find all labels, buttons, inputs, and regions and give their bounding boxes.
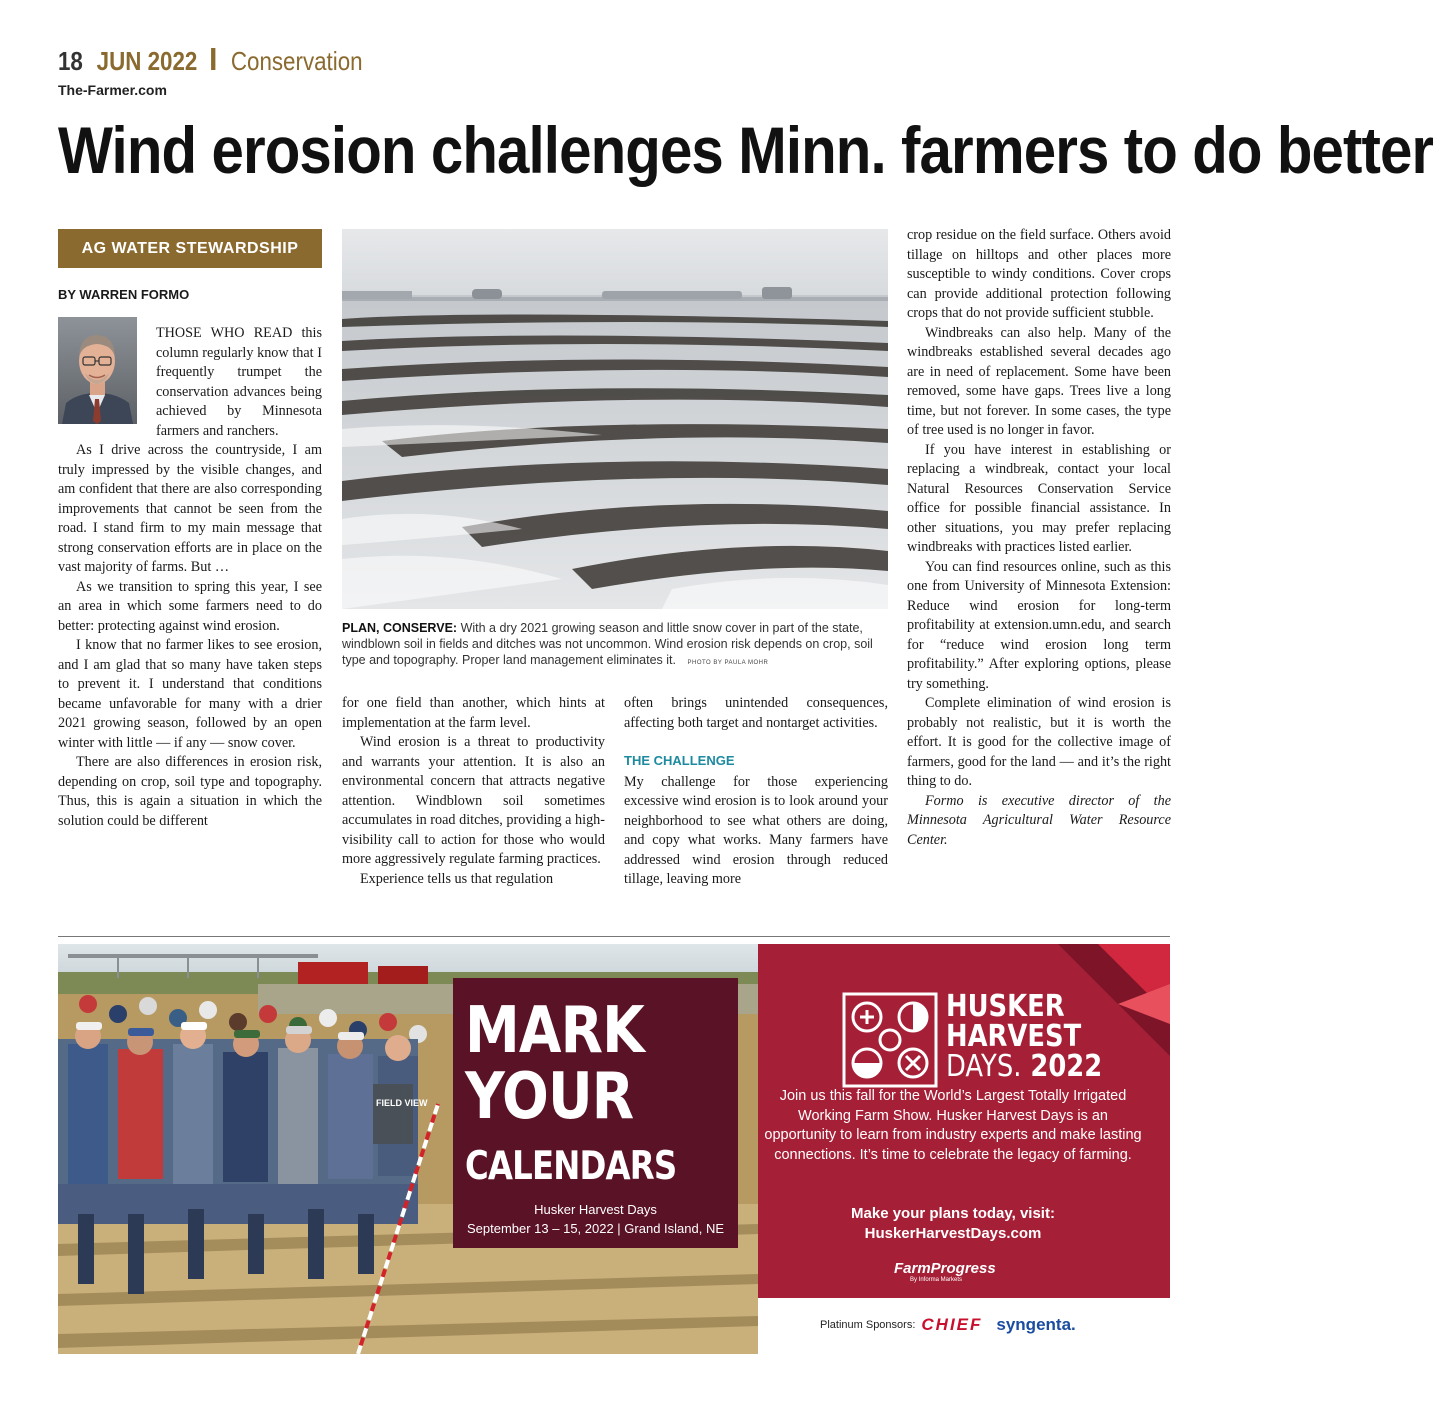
- article-paragraph: If you have interest in establishing or replacing a windbreak, contact your local Natural Resources Conservation Service office for possible financial assistance. In other situations, you may prefer replacing windbreaks with practices listed earlier.: [907, 441, 1171, 555]
- article-paragraph: Experience tells us that regulation: [360, 870, 554, 887]
- article-column-2: [342, 694, 605, 889]
- section-divider: [58, 936, 1170, 937]
- mark-calendar-box: [453, 978, 738, 1248]
- wind-erosion-field-photo: [342, 229, 888, 609]
- article-paragraph: There are also differences in erosion risk, depending on crop, soil type and topography. Thus, this is again a situation in which the solution could be different: [58, 754, 322, 829]
- article-column-1: [58, 324, 322, 831]
- farm-progress-logo: [894, 1260, 996, 1283]
- article-paragraph: You can find resources online, such as this one from University of Minnesota Extension: Reduce wind erosion for long-term profitability at extension.umn.edu, and search for “reduce wind erosion long term profitability.” After exploring options, please try something.: [907, 558, 1171, 692]
- event-info: [453, 1200, 738, 1238]
- article-paragraph: I know that no farmer likes to see erosion, and I am glad that so many have taken steps to prevent it. I understand that conditions became unfavorable for many with a drier 2021 growing season, followed by an open winter with little — if any — snow cover.: [58, 637, 322, 751]
- farm-progress-tagline: By Informa Markets: [910, 1277, 963, 1283]
- caption-text: With a dry 2021 growing season and little snow cover in part of the state, windblown soil in fields and ditches was not uncommon. Wind erosion risk depends on crop, soil type and topography. Proper land management eliminates it.: [342, 621, 873, 667]
- husker-harvest-days-ad[interactable]: [58, 944, 1170, 1354]
- event-dates: September 13 – 15, 2022 | Grand Island, NE: [466, 1221, 725, 1236]
- article-paragraph: THOSE WHO READ this column regularly know that I frequently trumpet the conservation advances being achieved by Minnesota farmers and ranchers.: [156, 325, 322, 439]
- column-tag: AG WATER STEWARDSHIP: [58, 229, 322, 268]
- article-paragraph: As I drive across the countryside, I am truly impressed by the visible changes, and am confident that there are also corresponding improvements that cannot be seen from the road. I stand firm to my main message that strong conservation efforts are in place on the vast majority of farms. But …: [58, 442, 322, 575]
- brand-line: HUSKER: [946, 989, 1065, 1024]
- photo-caption: [342, 620, 888, 671]
- site-url[interactable]: The-Farmer.com: [58, 82, 167, 98]
- ad-headline: [465, 994, 697, 1134]
- issue-date: JUN 2022: [96, 46, 198, 76]
- article-column-3: [624, 694, 888, 890]
- article-paragraph: for one field than another, which hints at implementation at the farm level.: [342, 695, 605, 731]
- article-column-4: [907, 226, 1171, 850]
- ad-body-text: Join us this fall for the World’s Largest Totally Irrigated Working Farm Show. Husker Harvest Days is an opportunity to learn from industry experts and make lasting connections. It’s time to celebrate the legacy of farming.: [764, 1088, 1142, 1163]
- ad-cta[interactable]: [763, 1204, 1143, 1244]
- brand-line: HARVEST: [946, 1019, 1082, 1054]
- byline: BY WARREN FORMO: [58, 287, 190, 302]
- header-divider: [211, 48, 215, 70]
- farm-progress-wordmark: FarmProgress: [894, 1260, 996, 1277]
- ad-headline-line: YOUR: [465, 1060, 634, 1134]
- brand-title: [946, 989, 1103, 1084]
- syngenta-logo: syngenta.: [996, 1315, 1076, 1334]
- article-paragraph: Windbreaks can also help. Many of the windbreaks established several decades ago are in need of replacement. Some have been removed, some have gaps. Trees live a long time, but not forever. In some cases, the type of tree used is no longer in favor.: [907, 324, 1171, 438]
- event-name: Husker Harvest Days: [534, 1202, 657, 1217]
- article-paragraph: Complete elimination of wind erosion is probably not realistic, but it is worth the effort. It is good for the collective image of farmers, good for the land — and it’s the right thing to do.: [907, 695, 1171, 789]
- section-name: Conservation: [230, 46, 363, 76]
- article-paragraph: crop residue on the field surface. Others avoid tillage on hilltops and other places more susceptible to windy conditions. Cover crops can provide additional protection following crops that do not provide sufficient stubble.: [907, 227, 1171, 321]
- shirt-print: FIELD VIEW: [376, 1098, 428, 1108]
- cta-line: Make your plans today, visit:: [851, 1205, 1055, 1222]
- article-headline: Wind erosion challenges Minn. farmers to do better: [58, 113, 1433, 187]
- husker-harvest-days-logo-icon: [842, 992, 938, 1088]
- chief-logo: CHIEF: [921, 1315, 983, 1334]
- photo-credit: PHOTO BY PAULA MOHR: [687, 660, 769, 666]
- section-subhead: THE CHALLENGE: [624, 753, 735, 768]
- article-paragraph: As we transition to spring this year, I see an area in which some farmers need to do better: protecting against wind erosion.: [58, 578, 322, 634]
- article-paragraph: Wind erosion is a threat to productivity and warrants your attention. It is also an environmental concern that attracts negative attention. Windblown soil sometimes accumulates in road ditches, providing a high-visibility call to action for those who would more aggressively regulate farming practices.: [342, 734, 605, 867]
- platinum-sponsors: [820, 1315, 1076, 1335]
- page-header: [58, 46, 363, 77]
- caption-lead: PLAN, CONSERVE:: [342, 621, 458, 635]
- article-paragraph: often brings unintended consequences, affecting both target and nontarget activities.: [624, 695, 888, 731]
- ad-headline-calendars: CALENDARS: [465, 1144, 677, 1189]
- ad-headline-line: MARK: [465, 994, 644, 1068]
- article-paragraph: My challenge for those experiencing excessive wind erosion is to look around your neighborhood to see what others are doing, and copy what works. Many farmers have addressed wind erosion through reduced tillage, leaving more: [624, 773, 888, 887]
- brand-year: 2022: [1030, 1049, 1103, 1084]
- author-note: Formo is executive director of the Minnesota Agricultural Water Resource Center.: [907, 792, 1171, 848]
- page-number: 18: [58, 46, 83, 76]
- sponsors-label: Platinum Sponsors:: [820, 1319, 916, 1331]
- ad-website-link[interactable]: HuskerHarvestDays.com: [864, 1225, 1042, 1242]
- article-photo: [342, 229, 888, 609]
- brand-days: DAYS.: [946, 1049, 1022, 1084]
